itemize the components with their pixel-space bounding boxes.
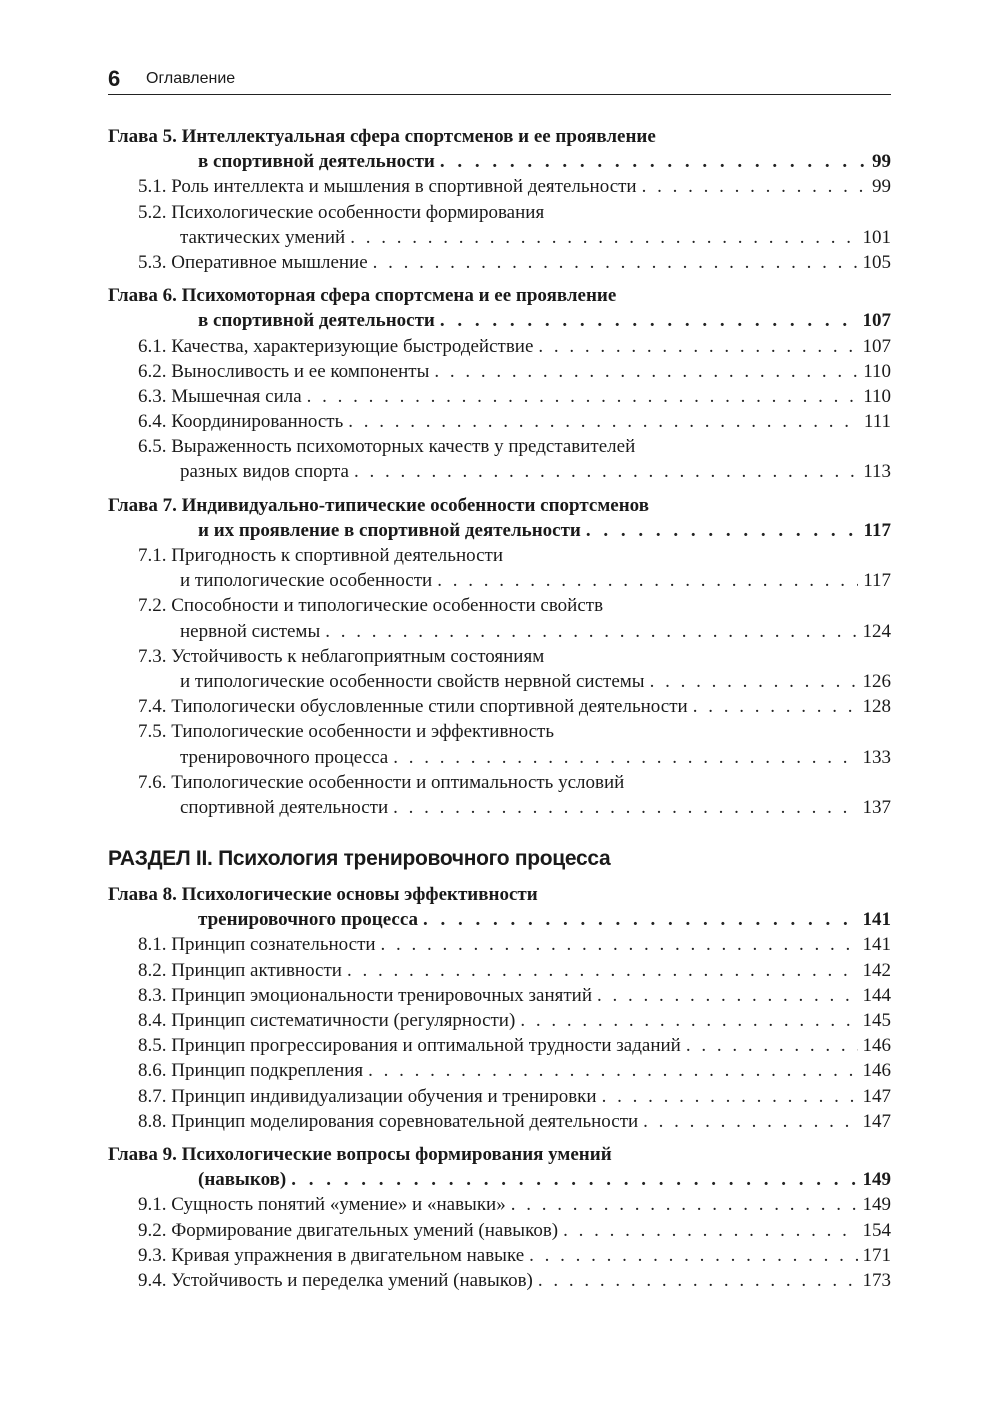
section-line (108, 384, 891, 409)
section-page-number: 128 (862, 696, 891, 718)
dot-leader (643, 1109, 857, 1134)
section-text: и типологические особенности (180, 570, 433, 592)
section-page-number: 133 (862, 746, 891, 768)
section-line (108, 1058, 891, 1083)
chapter-text: в спортивной деятельности (198, 310, 435, 332)
dot-leader (440, 149, 867, 174)
section-line (108, 543, 891, 568)
page-number: 6 (108, 66, 121, 91)
section-line (108, 1218, 891, 1243)
section-line (108, 174, 891, 199)
section-entry (108, 1058, 891, 1083)
section-text: 8.4. Принцип систематичности (регулярности) (138, 1010, 516, 1031)
section-entry (108, 770, 891, 820)
toc-group-part-2 (108, 882, 891, 1293)
dot-leader (291, 1167, 857, 1192)
dot-leader (393, 745, 857, 770)
section-line (108, 644, 891, 669)
dot-leader (440, 308, 858, 333)
section-entry (108, 434, 891, 484)
section-entry (108, 200, 891, 250)
dot-leader (563, 1218, 857, 1243)
dot-leader (650, 669, 858, 694)
section-line (108, 568, 891, 593)
section-text: 6.5. Выраженность психомоторных качеств у представителей (138, 436, 636, 458)
section-line (108, 1033, 891, 1058)
chapter-line (108, 124, 891, 149)
section-text: 8.5. Принцип прогрессирования и оптимальной трудности заданий (138, 1035, 681, 1057)
section-entry (108, 644, 891, 694)
chapter-entry (108, 124, 891, 275)
section-text: 7.6. Типологические особенности и оптимальность условий (138, 771, 625, 793)
chapter-page-number: 117 (863, 519, 891, 541)
section-text: 8.2. Принцип активности (138, 959, 342, 981)
section-entry (108, 1268, 891, 1293)
chapter-text: в спортивной деятельности (198, 151, 435, 173)
section-text: нервной системы (180, 620, 321, 642)
section-page-number: 126 (862, 670, 891, 692)
section-entry (108, 1084, 891, 1109)
section-page-number: 144 (862, 984, 891, 1006)
chapter-text: Глава 5. Интеллектуальная сфера спортсменов и ее проявление (108, 126, 656, 147)
chapter-text: Глава 8. Психологические основы эффективности (108, 884, 538, 906)
dot-leader (597, 983, 858, 1008)
dot-leader (693, 694, 858, 719)
chapter-text: и их проявление в спортивной деятельности (198, 519, 581, 541)
section-line (108, 434, 891, 459)
section-entry (108, 1243, 891, 1268)
section-line (108, 200, 891, 225)
section-page-number: 145 (862, 1010, 891, 1031)
dot-leader (520, 1008, 857, 1033)
section-text: тактических умений (180, 226, 346, 248)
dot-leader (373, 250, 858, 275)
chapter-text: Глава 7. Индивидуально-типические особенности спортсменов (108, 494, 649, 516)
dot-leader (602, 1084, 858, 1109)
section-entry (108, 694, 891, 719)
section-entry (108, 932, 891, 957)
section-entry (108, 958, 891, 983)
table-of-contents (108, 124, 891, 1293)
section-line (108, 1268, 891, 1293)
chapter-line (108, 283, 891, 308)
section-page-number: 142 (862, 959, 891, 981)
chapter-entry (108, 493, 891, 820)
section-text: 6.4. Координированность (138, 411, 344, 433)
dot-leader (354, 459, 858, 484)
chapter-title (108, 283, 891, 333)
section-line (108, 359, 891, 384)
section-text: 8.6. Принцип подкрепления (138, 1060, 364, 1082)
section-page-number: 110 (863, 385, 891, 407)
section-text: 6.2. Выносливость и ее компоненты (138, 360, 430, 382)
section-page-number: 154 (862, 1219, 891, 1241)
section-text: 8.8. Принцип моделирования соревновательной деятельности (138, 1110, 639, 1132)
section-page-number: 171 (862, 1244, 891, 1266)
chapter-entry (108, 882, 891, 1134)
toc-group-part-1 (108, 124, 891, 820)
section-line (108, 1192, 891, 1217)
section-text: 5.3. Оперативное мышление (138, 251, 368, 273)
dot-leader (393, 795, 857, 820)
section-text: 9.3. Кривая упражнения в двигательном навыке (138, 1244, 525, 1266)
chapter-page-number: 107 (862, 310, 891, 332)
chapter-text: Глава 9. Психологические вопросы формирования умений (108, 1143, 612, 1165)
section-entry (108, 384, 891, 409)
chapter-title (108, 124, 891, 174)
dot-leader (538, 334, 857, 359)
section-entry (108, 334, 891, 359)
section-entry (108, 359, 891, 384)
part-title: Психология тренировочного процесса (218, 847, 611, 871)
section-line (108, 459, 891, 484)
section-line (108, 1109, 891, 1134)
section-line (108, 694, 891, 719)
section-text: разных видов спорта (180, 461, 349, 483)
section-line (108, 225, 891, 250)
dot-leader (348, 409, 859, 434)
section-text: 9.4. Устойчивость и переделка умений (навыков) (138, 1269, 533, 1291)
chapter-page-number: 149 (862, 1169, 891, 1191)
section-page-number: 107 (862, 335, 891, 357)
section-text: 9.2. Формирование двигательных умений (навыков) (138, 1219, 559, 1241)
section-text: 8.3. Принцип эмоциональности тренировочных занятий (138, 984, 592, 1006)
section-text: 7.4. Типологически обусловленные стили спортивной деятельности (138, 696, 688, 718)
section-line (108, 1243, 891, 1268)
chapter-line (108, 1167, 891, 1192)
section-line (108, 334, 891, 359)
section-text: 6.1. Качества, характеризующие быстродействие (138, 335, 534, 357)
chapter-title (108, 1142, 891, 1192)
section-page-number: 117 (863, 570, 891, 592)
section-page-number: 147 (862, 1085, 891, 1107)
section-line (108, 719, 891, 744)
section-text: 8.7. Принцип индивидуализации обучения и тренировки (138, 1085, 597, 1107)
section-text: 7.1. Пригодность к спортивной деятельности (138, 545, 503, 566)
section-line (108, 745, 891, 770)
section-line (108, 250, 891, 275)
section-page-number: 101 (862, 226, 891, 248)
chapter-title (108, 493, 891, 543)
section-line (108, 409, 891, 434)
chapter-title (108, 882, 891, 932)
section-page-number: 173 (862, 1269, 891, 1291)
section-text: 9.1. Сущность понятий «умение» и «навыки» (138, 1194, 506, 1216)
section-line (108, 983, 891, 1008)
section-entry (108, 1033, 891, 1058)
dot-leader (538, 1268, 858, 1293)
dot-leader (368, 1058, 857, 1083)
section-entry (108, 1218, 891, 1243)
section-page-number: 113 (863, 461, 891, 483)
chapter-page-number: 141 (862, 909, 891, 931)
section-entry (108, 250, 891, 275)
dot-leader (307, 384, 859, 409)
dot-leader (686, 1033, 858, 1058)
section-entry (108, 719, 891, 769)
dot-leader (347, 958, 858, 983)
chapter-text: Глава 6. Психомоторная сфера спортсмена и ее проявление (108, 285, 617, 307)
chapter-entry (108, 283, 891, 485)
running-title: Оглавление (146, 70, 236, 87)
dot-leader (350, 225, 857, 250)
section-entry (108, 983, 891, 1008)
section-text: тренировочного процесса (180, 746, 389, 768)
chapter-line (108, 493, 891, 518)
section-line (108, 932, 891, 957)
section-line (108, 795, 891, 820)
dot-leader (529, 1243, 857, 1268)
section-page-number: 99 (872, 176, 891, 198)
chapter-entry (108, 1142, 891, 1293)
section-entry (108, 1192, 891, 1217)
section-entry (108, 174, 891, 199)
section-page-number: 124 (862, 620, 891, 642)
part-heading (108, 844, 891, 874)
chapter-text: тренировочного процесса (198, 909, 418, 931)
section-text: 5.1. Роль интеллекта и мышления в спортивной деятельности (138, 176, 637, 198)
section-entry (108, 543, 891, 593)
dot-leader (423, 907, 858, 932)
section-entry (108, 593, 891, 643)
section-entry (108, 1109, 891, 1134)
part-label: РАЗДЕЛ II. (108, 847, 213, 871)
section-page-number: 149 (862, 1194, 891, 1216)
chapter-line (108, 882, 891, 907)
section-entry (108, 1008, 891, 1033)
section-line (108, 619, 891, 644)
chapter-text: (навыков) (198, 1169, 287, 1191)
section-page-number: 146 (862, 1035, 891, 1057)
section-text: 5.2. Психологические особенности формирования (138, 201, 545, 223)
chapter-line (108, 308, 891, 333)
section-page-number: 110 (863, 360, 891, 382)
section-page-number: 141 (862, 934, 891, 956)
dot-leader (586, 518, 859, 543)
section-line (108, 593, 891, 618)
section-text: 8.1. Принцип сознательности (138, 934, 376, 956)
dot-leader (642, 174, 867, 199)
section-entry (108, 409, 891, 434)
section-page-number: 111 (863, 411, 891, 433)
section-line (108, 770, 891, 795)
chapter-line (108, 907, 891, 932)
section-text: 7.3. Устойчивость к неблагоприятным состояниям (138, 645, 545, 667)
dot-leader (381, 932, 858, 957)
chapter-page-number: 99 (872, 151, 891, 173)
section-page-number: 137 (862, 796, 891, 818)
section-text: спортивной деятельности (180, 796, 389, 818)
running-header (108, 64, 891, 95)
dot-leader (511, 1192, 858, 1217)
section-page-number: 146 (862, 1060, 891, 1082)
dot-leader (325, 619, 857, 644)
dot-leader (434, 359, 858, 384)
section-text: 6.3. Мышечная сила (138, 385, 302, 407)
section-text: 7.2. Способности и типологические особенности свойств (138, 595, 604, 617)
chapter-line (108, 149, 891, 174)
section-page-number: 105 (862, 251, 891, 273)
section-line (108, 1084, 891, 1109)
section-line (108, 958, 891, 983)
section-line (108, 1008, 891, 1033)
section-text: и типологические особенности свойств нервной системы (180, 670, 645, 692)
dot-leader (437, 568, 858, 593)
section-text: 7.5. Типологические особенности и эффективность (138, 721, 554, 743)
chapter-line (108, 518, 891, 543)
section-line (108, 669, 891, 694)
chapter-line (108, 1142, 891, 1167)
section-page-number: 147 (862, 1110, 891, 1132)
